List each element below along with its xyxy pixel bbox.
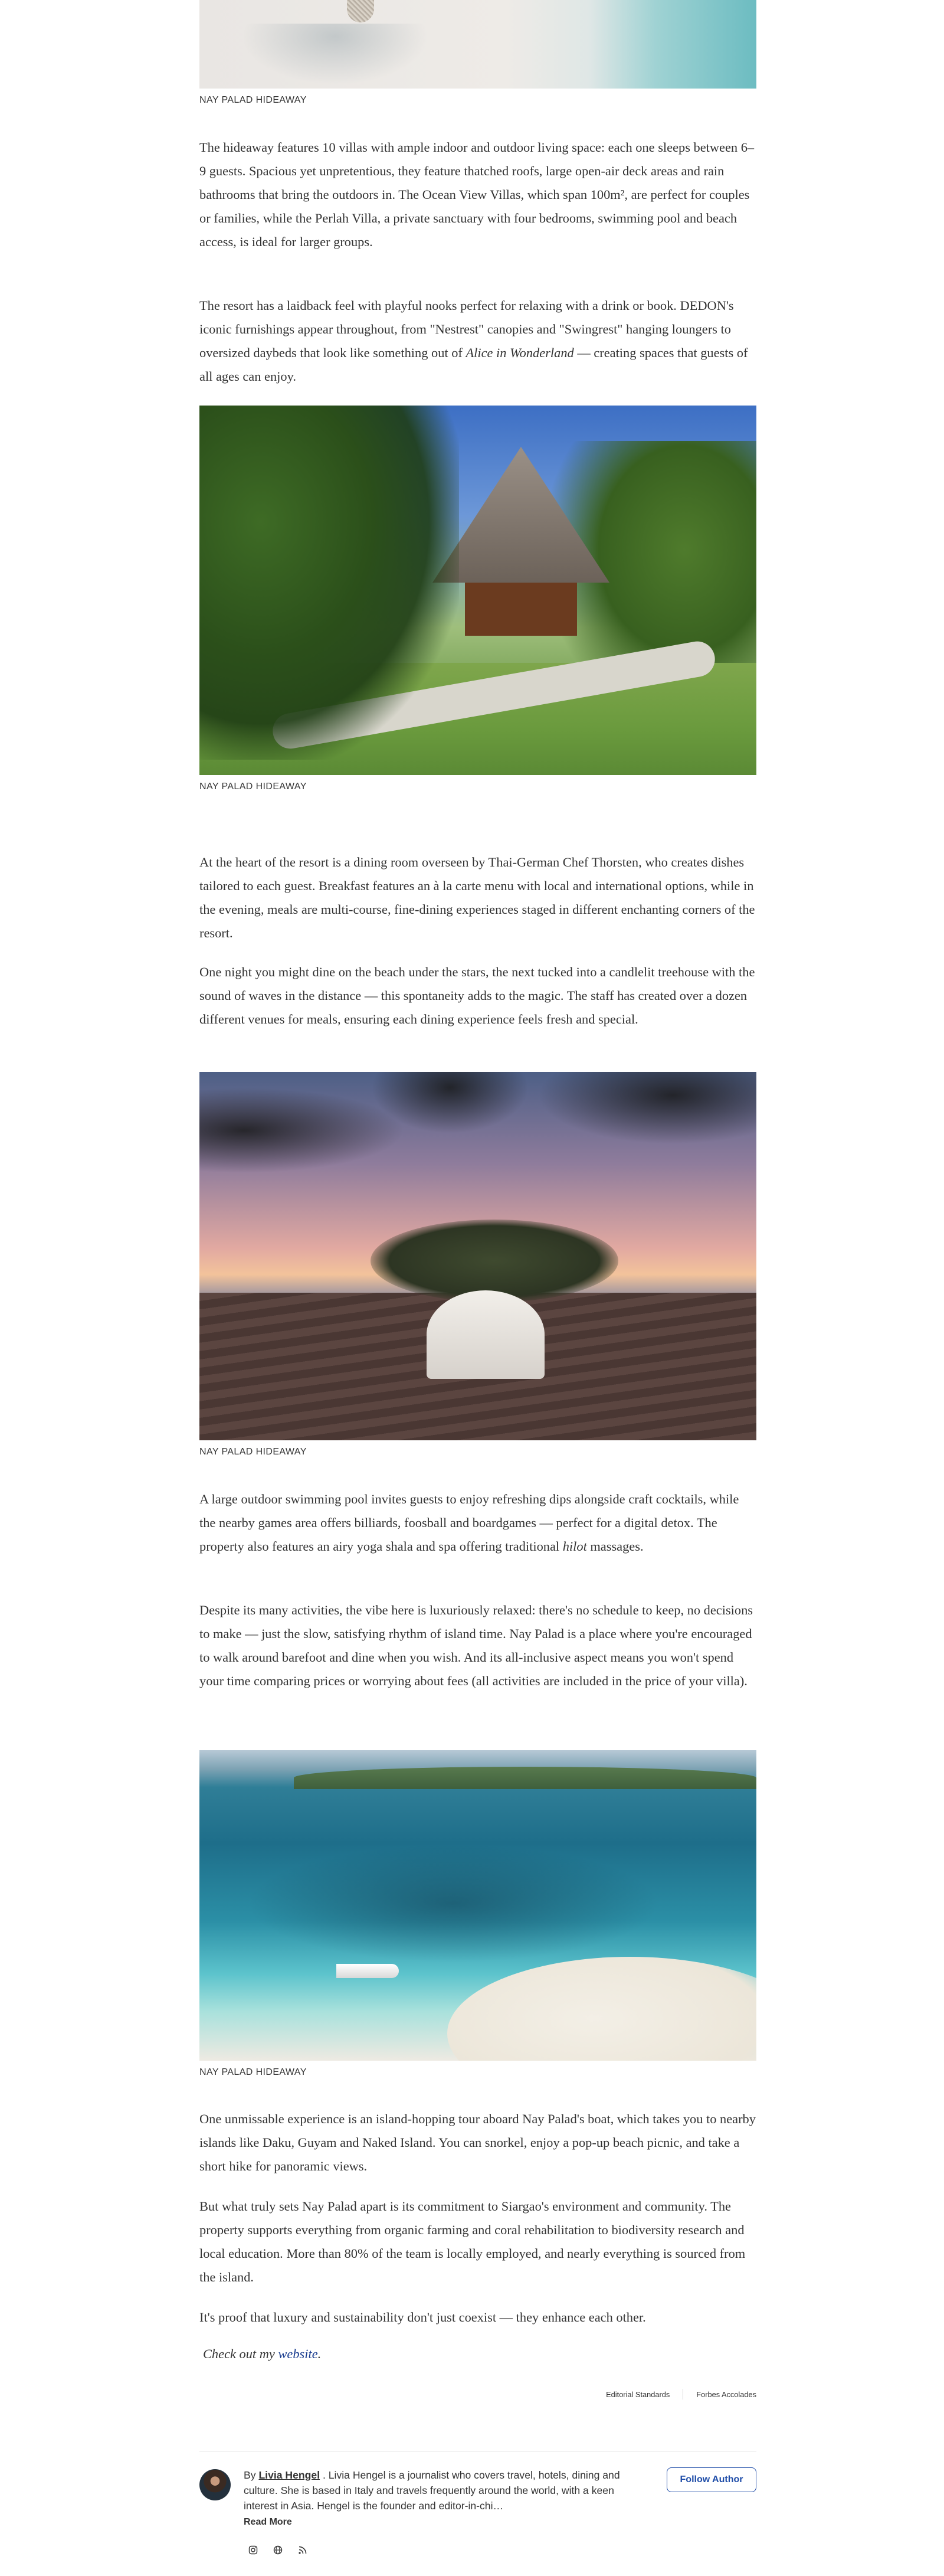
villa-hut-image: [199, 406, 756, 775]
paragraph: At the heart of the resort is a dining room overseen by Thai-German Chef Thorsten, who creates dishes tailored to each guest. Breakfast features an à la carte menu with local and international options, while in the evening, meals are multi-course, fine-dining experiences staged in different enchanting corners of the resort.: [199, 855, 755, 940]
editorial-standards-link[interactable]: Editorial Standards: [606, 2389, 670, 2399]
instagram-icon[interactable]: [248, 2545, 258, 2555]
image-caption: NAY PALAD HIDEAWAY: [199, 1447, 307, 1457]
image-caption: NAY PALAD HIDEAWAY: [199, 782, 307, 792]
forbes-accolades-link[interactable]: Forbes Accolades: [696, 2389, 756, 2399]
read-more-link[interactable]: Read More: [244, 2517, 292, 2527]
avatar[interactable]: [199, 2469, 231, 2500]
paragraph: One night you might dine on the beach under the stars, the next tucked into a candlelit treehouse with the sound of waves in the distance — this spontaneity adds to the magic. The staff has created over a dozen different venues for meals, ensuring each dining experience feels fresh and special.: [199, 965, 755, 1027]
paragraph: One unmissable experience is an island-hopping tour aboard Nay Palad's boat, which takes you to nearby islands like Daku, Guyam and Naked Island. You can snorkel, enjoy a pop-up beach picnic, and take a short hike for panoramic views.: [199, 2111, 756, 2173]
meta-links: [606, 2389, 756, 2400]
rss-icon[interactable]: [298, 2545, 307, 2555]
image-caption: NAY PALAD HIDEAWAY: [199, 2067, 307, 2077]
paragraph: But what truly sets Nay Palad apart is its commitment to Siargao's environment and community. The property supports everything from organic farming and coral rehabilitation to biodiversity research and local education. More than 80% of the team is locally employed, and nearly everything is sourced from the island.: [199, 2199, 746, 2284]
image-caption: NAY PALAD HIDEAWAY: [199, 95, 307, 105]
website-link[interactable]: website: [278, 2346, 318, 2361]
checkout-line: Check out my website.: [203, 2346, 322, 2361]
author-name-link[interactable]: Livia Hengel: [258, 2469, 320, 2481]
globe-icon[interactable]: [273, 2545, 283, 2555]
sunset-dining-image: [199, 1072, 756, 1440]
beach-image: [199, 0, 756, 89]
aerial-sandbar-image: [199, 1750, 756, 2061]
paragraph: It's proof that luxury and sustainability don't just coexist — they enhance each other.: [199, 2310, 646, 2325]
author-bio: By Livia Hengel . Livia Hengel is a journalist who covers travel, hotels, dining and culture. She is based in Italy and travels frequently around the world, with a keen interest in Asia. Hengel is the founder and editor-in-chi…: [244, 2469, 620, 2512]
paragraph: The resort has a laidback feel with playful nooks perfect for relaxing with a drink or book. DEDON's iconic furnishings appear throughout, from "Nestrest" canopies and "Swingrest" hanging loungers to oversized daybeds that look like something out of Alice in Wonderland — creating spaces that guests of all ages can enjoy.: [199, 298, 748, 384]
paragraph: A large outdoor swimming pool invites guests to enjoy refreshing dips alongside craft cocktails, while the nearby games area offers billiards, foosball and boardgames — perfect for a digital detox. The property also features an airy yoga shala and spa offering traditional hilot massages.: [199, 1492, 739, 1554]
paragraph: The hideaway features 10 villas with ample indoor and outdoor living space: each one sleeps between 6–9 guests. Spacious yet unpretentious, they feature thatched roofs, large open-air deck areas and rain bathrooms that bring the outdoors in. The Ocean View Villas, which span 100m², are perfect for couples or families, while the Perlah Villa, a private sanctuary with four bedrooms, swimming pool and beach access, is ideal for larger groups.: [199, 140, 755, 249]
paragraph: Despite its many activities, the vibe here is luxuriously relaxed: there's no schedule to keep, no decisions to make — just the slow, satisfying rhythm of island time. Nay Palad is a place where you're encouraged to walk around barefoot and dine when you wish. And its all-inclusive aspect means you won't spend your time comparing prices or worrying about fees (all activities are included in the price of your villa).: [199, 1603, 753, 1688]
follow-author-button[interactable]: Follow Author: [667, 2467, 756, 2492]
social-links: [248, 2545, 307, 2555]
